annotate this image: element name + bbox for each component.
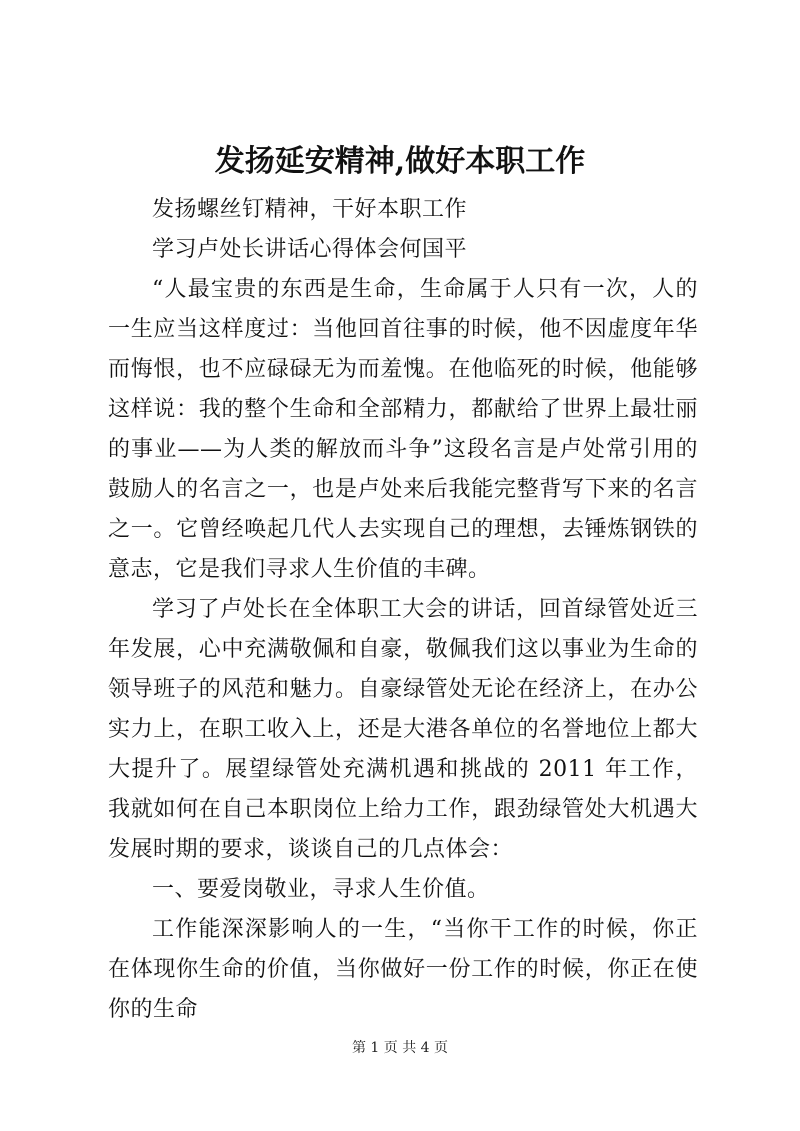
paragraph-work-value: 工作能深深影响人的一生，“当你干工作的时候，你正在体现你生命的价值，当你做好一份工作的时候，你正在使你的生命 <box>108 917 698 1022</box>
paragraph-quote: “人最宝贵的东西是生命，生命属于人只有一次，人的一生应当这样度过：当他回首往事的时候，他不因虚度年华而悔恨，也不应碌碌无为而羞愧。在他临死的时候，他能够这样说：我的整个生命和全部精力，都献给了世界上最壮丽的事业——为人类的解放而斗争”这段名言是卢处常引用的鼓励人的名言之一，也是卢处来后我能完整背写下来的名言之一。它曾经唤起几代人去实现自己的理想，去锤炼钢铁的意志，它是我们寻求人生价值的丰碑。 <box>108 277 698 582</box>
paragraph-subtitle-2: 学习卢处长讲话心得体会何国平 <box>152 237 468 262</box>
paragraph-reflection: 学习了卢处长在全体职工大会的讲话，回首绿管处近三年发展，心中充满敬佩和自豪，敬佩我们这以事业为生命的领导班子的风范和魅力。自豪绿管处无论在经济上，在办公实力上，在职工收入上，还是大港各单位的名誉地位上都大大提升了。展望绿管处充满机遇和挑战的 2011 年工作，我就如何在自己本职岗位上给力工作，跟劲绿管处大机遇大发展时期的要求，谈谈自己的几点体会： <box>108 597 698 862</box>
document-title: 发扬延安精神,做好本职工作 <box>214 144 586 179</box>
document-body <box>108 190 698 1030</box>
paragraph-subtitle-1: 发扬螺丝钉精神，干好本职工作 <box>152 197 468 222</box>
paragraph-section-heading: 一、要爱岗敬业，寻求人生价值。 <box>152 877 490 902</box>
page-footer: 第 1 页 共 4 页 <box>351 1040 449 1056</box>
